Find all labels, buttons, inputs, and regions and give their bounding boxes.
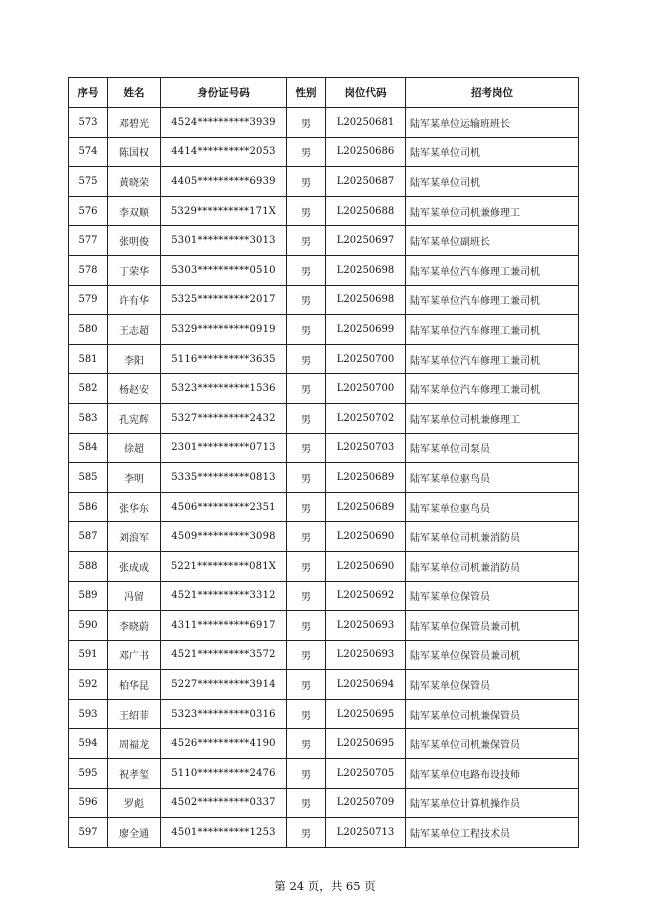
cell-gender: 男 bbox=[287, 108, 326, 138]
cell-post: 陆军某单位运输班班长 bbox=[406, 108, 579, 138]
cell-post: 陆军某单位汽车修理工兼司机 bbox=[406, 285, 579, 315]
table-row bbox=[69, 285, 579, 315]
cell-name: 王绍菲 bbox=[108, 699, 161, 729]
cell-seq: 578 bbox=[69, 255, 108, 285]
cell-name: 张华东 bbox=[108, 492, 161, 522]
cell-post: 陆军某单位司机兼修理工 bbox=[406, 403, 579, 433]
cell-post-code: L20250698 bbox=[326, 255, 406, 285]
cell-name: 邓广书 bbox=[108, 640, 161, 670]
table-row bbox=[69, 759, 579, 789]
page-footer: 第 24 页，共 65 页 bbox=[274, 879, 376, 893]
cell-name: 黄晓荣 bbox=[108, 167, 161, 197]
cell-post: 陆军某单位司机兼修理工 bbox=[406, 196, 579, 226]
cell-post-code: L20250681 bbox=[326, 108, 406, 138]
table-row bbox=[69, 818, 579, 848]
cell-name: 徐超 bbox=[108, 433, 161, 463]
cell-seq: 576 bbox=[69, 196, 108, 226]
header-id-number: 身份证号码 bbox=[161, 78, 287, 108]
cell-seq: 595 bbox=[69, 759, 108, 789]
cell-post: 陆军某单位保管员 bbox=[406, 670, 579, 700]
cell-seq: 591 bbox=[69, 640, 108, 670]
table-row bbox=[69, 699, 579, 729]
cell-gender: 男 bbox=[287, 522, 326, 552]
table-row bbox=[69, 108, 579, 138]
table-row bbox=[69, 315, 579, 345]
cell-gender: 男 bbox=[287, 492, 326, 522]
cell-post: 陆军某单位司机 bbox=[406, 137, 579, 167]
cell-post: 陆军某单位保管员兼司机 bbox=[406, 640, 579, 670]
cell-post-code: L20250686 bbox=[326, 137, 406, 167]
cell-post: 陆军某单位副班长 bbox=[406, 226, 579, 256]
cell-post-code: L20250694 bbox=[326, 670, 406, 700]
cell-post: 陆军某单位工程技术员 bbox=[406, 818, 579, 848]
cell-gender: 男 bbox=[287, 196, 326, 226]
cell-gender: 男 bbox=[287, 285, 326, 315]
cell-id-number: 5323**********0316 bbox=[161, 699, 287, 729]
cell-id-number: 4502**********0337 bbox=[161, 788, 287, 818]
cell-post: 陆军某单位电路布设技师 bbox=[406, 759, 579, 789]
cell-gender: 男 bbox=[287, 255, 326, 285]
cell-post: 陆军某单位汽车修理工兼司机 bbox=[406, 374, 579, 404]
cell-post-code: L20250700 bbox=[326, 374, 406, 404]
table-row bbox=[69, 433, 579, 463]
cell-post-code: L20250693 bbox=[326, 640, 406, 670]
cell-post-code: L20250697 bbox=[326, 226, 406, 256]
table-row bbox=[69, 640, 579, 670]
cell-gender: 男 bbox=[287, 818, 326, 848]
cell-id-number: 5329**********0919 bbox=[161, 315, 287, 345]
cell-seq: 577 bbox=[69, 226, 108, 256]
cell-seq: 587 bbox=[69, 522, 108, 552]
cell-post-code: L20250689 bbox=[326, 463, 406, 493]
cell-name: 冯留 bbox=[108, 581, 161, 611]
header-seq: 序号 bbox=[69, 78, 108, 108]
cell-seq: 579 bbox=[69, 285, 108, 315]
cell-id-number: 5335**********0813 bbox=[161, 463, 287, 493]
cell-gender: 男 bbox=[287, 403, 326, 433]
cell-post: 陆军某单位司机兼保管员 bbox=[406, 729, 579, 759]
cell-id-number: 5325**********2017 bbox=[161, 285, 287, 315]
table-row bbox=[69, 581, 579, 611]
cell-id-number: 4414**********2053 bbox=[161, 137, 287, 167]
cell-post-code: L20250687 bbox=[326, 167, 406, 197]
cell-seq: 594 bbox=[69, 729, 108, 759]
cell-id-number: 5323**********1536 bbox=[161, 374, 287, 404]
cell-gender: 男 bbox=[287, 581, 326, 611]
table-row bbox=[69, 670, 579, 700]
table-row bbox=[69, 374, 579, 404]
cell-gender: 男 bbox=[287, 759, 326, 789]
cell-name: 许有华 bbox=[108, 285, 161, 315]
cell-name: 刘浪军 bbox=[108, 522, 161, 552]
cell-seq: 583 bbox=[69, 403, 108, 433]
table-row bbox=[69, 403, 579, 433]
cell-seq: 581 bbox=[69, 344, 108, 374]
cell-seq: 585 bbox=[69, 463, 108, 493]
cell-seq: 596 bbox=[69, 788, 108, 818]
cell-name: 李阳 bbox=[108, 344, 161, 374]
table-row bbox=[69, 729, 579, 759]
cell-id-number: 5227**********3914 bbox=[161, 670, 287, 700]
cell-name: 李明 bbox=[108, 463, 161, 493]
cell-post-code: L20250702 bbox=[326, 403, 406, 433]
cell-name: 李双顺 bbox=[108, 196, 161, 226]
table-row bbox=[69, 611, 579, 641]
recruitment-table bbox=[68, 77, 579, 848]
cell-seq: 593 bbox=[69, 699, 108, 729]
cell-gender: 男 bbox=[287, 167, 326, 197]
cell-name: 邓碧光 bbox=[108, 108, 161, 138]
cell-post: 陆军某单位汽车修理工兼司机 bbox=[406, 344, 579, 374]
cell-post: 陆军某单位保管员兼司机 bbox=[406, 611, 579, 641]
cell-id-number: 4509**********3098 bbox=[161, 522, 287, 552]
cell-post: 陆军某单位汽车修理工兼司机 bbox=[406, 255, 579, 285]
cell-post: 陆军某单位司泵员 bbox=[406, 433, 579, 463]
cell-seq: 580 bbox=[69, 315, 108, 345]
cell-gender: 男 bbox=[287, 729, 326, 759]
cell-gender: 男 bbox=[287, 699, 326, 729]
header-name: 姓名 bbox=[108, 78, 161, 108]
cell-name: 廖全通 bbox=[108, 818, 161, 848]
cell-seq: 582 bbox=[69, 374, 108, 404]
cell-id-number: 2301**********0713 bbox=[161, 433, 287, 463]
cell-name: 杨赵安 bbox=[108, 374, 161, 404]
cell-gender: 男 bbox=[287, 374, 326, 404]
cell-id-number: 4526**********4190 bbox=[161, 729, 287, 759]
cell-id-number: 5329**********171X bbox=[161, 196, 287, 226]
cell-gender: 男 bbox=[287, 640, 326, 670]
cell-id-number: 4524**********3939 bbox=[161, 108, 287, 138]
cell-id-number: 4521**********3312 bbox=[161, 581, 287, 611]
cell-post: 陆军某单位保管员 bbox=[406, 581, 579, 611]
cell-post: 陆军某单位司机兼消防员 bbox=[406, 522, 579, 552]
table-header-row bbox=[69, 78, 579, 108]
cell-post-code: L20250705 bbox=[326, 759, 406, 789]
cell-name: 李晓蔚 bbox=[108, 611, 161, 641]
cell-post-code: L20250695 bbox=[326, 729, 406, 759]
table-row bbox=[69, 522, 579, 552]
cell-post-code: L20250689 bbox=[326, 492, 406, 522]
cell-name: 罗彪 bbox=[108, 788, 161, 818]
cell-id-number: 4506**********2351 bbox=[161, 492, 287, 522]
cell-post-code: L20250690 bbox=[326, 551, 406, 581]
cell-post: 陆军某单位计算机操作员 bbox=[406, 788, 579, 818]
cell-gender: 男 bbox=[287, 463, 326, 493]
table-row bbox=[69, 788, 579, 818]
cell-post-code: L20250688 bbox=[326, 196, 406, 226]
cell-seq: 575 bbox=[69, 167, 108, 197]
header-post-code: 岗位代码 bbox=[326, 78, 406, 108]
cell-gender: 男 bbox=[287, 551, 326, 581]
cell-seq: 584 bbox=[69, 433, 108, 463]
table-row bbox=[69, 226, 579, 256]
cell-gender: 男 bbox=[287, 226, 326, 256]
cell-post-code: L20250695 bbox=[326, 699, 406, 729]
cell-id-number: 4311**********6917 bbox=[161, 611, 287, 641]
table-row bbox=[69, 196, 579, 226]
table-row bbox=[69, 167, 579, 197]
cell-name: 柏华昆 bbox=[108, 670, 161, 700]
cell-name: 陈国权 bbox=[108, 137, 161, 167]
header-gender: 性别 bbox=[287, 78, 326, 108]
table-row bbox=[69, 344, 579, 374]
cell-gender: 男 bbox=[287, 315, 326, 345]
cell-id-number: 5110**********2476 bbox=[161, 759, 287, 789]
cell-id-number: 5301**********3013 bbox=[161, 226, 287, 256]
cell-post-code: L20250703 bbox=[326, 433, 406, 463]
cell-seq: 588 bbox=[69, 551, 108, 581]
table-row bbox=[69, 137, 579, 167]
cell-gender: 男 bbox=[287, 137, 326, 167]
cell-gender: 男 bbox=[287, 788, 326, 818]
cell-name: 张成成 bbox=[108, 551, 161, 581]
cell-id-number: 4405**********6939 bbox=[161, 167, 287, 197]
cell-post-code: L20250709 bbox=[326, 788, 406, 818]
cell-gender: 男 bbox=[287, 611, 326, 641]
cell-seq: 597 bbox=[69, 818, 108, 848]
cell-seq: 574 bbox=[69, 137, 108, 167]
table-row bbox=[69, 551, 579, 581]
cell-seq: 590 bbox=[69, 611, 108, 641]
cell-name: 周福龙 bbox=[108, 729, 161, 759]
table-body bbox=[69, 108, 579, 848]
cell-post: 陆军某单位驱鸟员 bbox=[406, 463, 579, 493]
cell-post-code: L20250692 bbox=[326, 581, 406, 611]
cell-name: 丁荣华 bbox=[108, 255, 161, 285]
cell-post-code: L20250698 bbox=[326, 285, 406, 315]
cell-id-number: 5327**********2432 bbox=[161, 403, 287, 433]
cell-post: 陆军某单位汽车修理工兼司机 bbox=[406, 315, 579, 345]
table-row bbox=[69, 255, 579, 285]
cell-id-number: 5221**********081X bbox=[161, 551, 287, 581]
cell-id-number: 5116**********3635 bbox=[161, 344, 287, 374]
cell-seq: 586 bbox=[69, 492, 108, 522]
cell-post: 陆军某单位司机兼消防员 bbox=[406, 551, 579, 581]
cell-post: 陆军某单位司机 bbox=[406, 167, 579, 197]
cell-gender: 男 bbox=[287, 433, 326, 463]
cell-id-number: 5303**********0510 bbox=[161, 255, 287, 285]
cell-name: 祝孝玺 bbox=[108, 759, 161, 789]
cell-seq: 592 bbox=[69, 670, 108, 700]
cell-seq: 573 bbox=[69, 108, 108, 138]
cell-id-number: 4501**********1253 bbox=[161, 818, 287, 848]
cell-post: 陆军某单位司机兼保管员 bbox=[406, 699, 579, 729]
cell-post-code: L20250713 bbox=[326, 818, 406, 848]
cell-id-number: 4521**********3572 bbox=[161, 640, 287, 670]
cell-name: 王志超 bbox=[108, 315, 161, 345]
table-row bbox=[69, 463, 579, 493]
cell-post: 陆军某单位驱鸟员 bbox=[406, 492, 579, 522]
cell-post-code: L20250699 bbox=[326, 315, 406, 345]
cell-gender: 男 bbox=[287, 344, 326, 374]
table-row bbox=[69, 492, 579, 522]
cell-gender: 男 bbox=[287, 670, 326, 700]
header-post: 招考岗位 bbox=[406, 78, 579, 108]
cell-name: 张明俊 bbox=[108, 226, 161, 256]
cell-seq: 589 bbox=[69, 581, 108, 611]
cell-post-code: L20250700 bbox=[326, 344, 406, 374]
cell-post-code: L20250690 bbox=[326, 522, 406, 552]
cell-name: 孔宪辉 bbox=[108, 403, 161, 433]
cell-post-code: L20250693 bbox=[326, 611, 406, 641]
